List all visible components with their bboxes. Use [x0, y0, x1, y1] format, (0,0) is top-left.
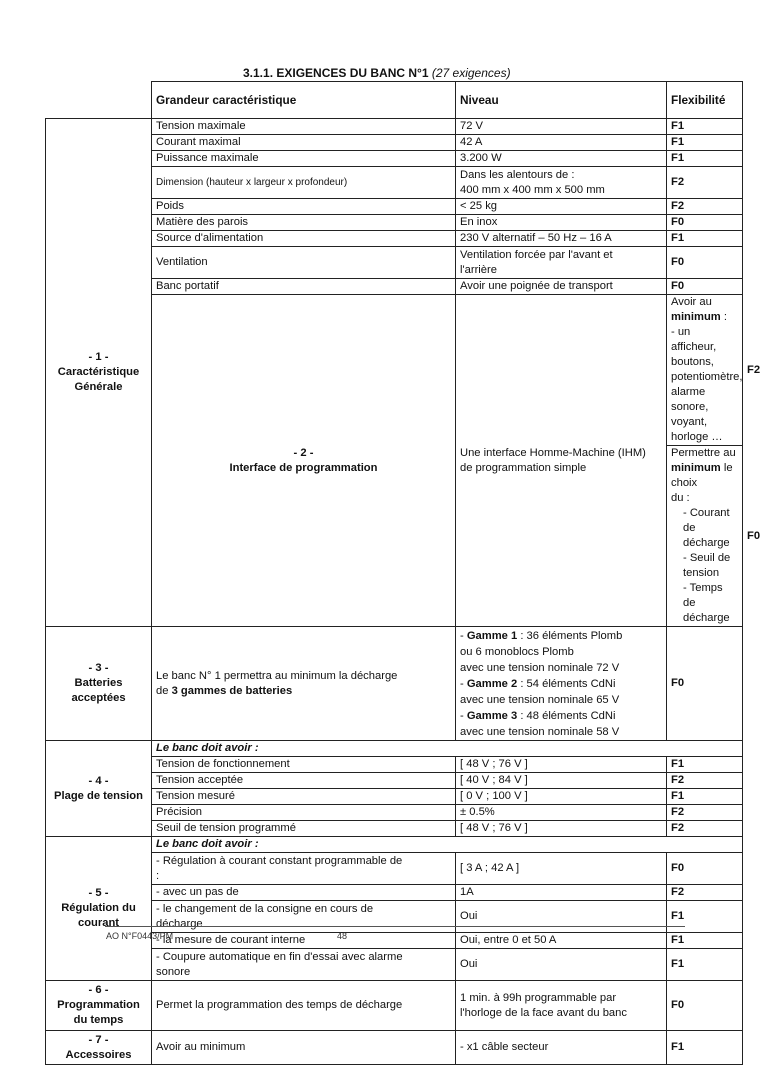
grandeur-cell: Poids: [152, 199, 456, 215]
table-row: [46, 1031, 743, 1065]
category-7-num: - 7 -: [88, 1033, 109, 1046]
niveau-cell: [667, 446, 743, 627]
grandeur-line: :: [156, 869, 160, 882]
flex-cell: F1: [667, 119, 743, 135]
niveau-line: Dans les alentours de :: [460, 168, 575, 181]
grandeur-cell: Dimension (hauteur x largeur x profondeur): [152, 167, 456, 199]
grandeur-cell: Matière des parois: [152, 215, 456, 231]
footer-divider: [105, 926, 685, 927]
table-row: [46, 627, 743, 741]
niveau-cell: 42 A: [456, 135, 667, 151]
flex-cell: F2: [667, 167, 743, 199]
grandeur-cell: Tension acceptée: [152, 773, 456, 789]
category-3: [46, 627, 152, 741]
grandeur-cell: Tension maximale: [152, 119, 456, 135]
niveau-cell: Oui, entre 0 et 50 A: [456, 933, 667, 949]
niveau-cell: [ 0 V ; 100 V ]: [456, 789, 667, 805]
text: :: [720, 311, 727, 323]
flex-cell: F1: [667, 933, 743, 949]
text: Permettre au: [671, 447, 736, 459]
text-bold: Gamme 1: [466, 629, 518, 642]
text: -: [460, 629, 467, 642]
category-4: [46, 741, 152, 837]
table-row: [46, 119, 743, 135]
category-6-num: - 6 -: [88, 984, 109, 996]
niveau-cell: [667, 295, 743, 446]
text-bold: 3 gammes de batteries: [171, 684, 293, 697]
flex-cell: F0: [667, 627, 743, 741]
flex-cell: F1: [667, 949, 743, 981]
grandeur-line: - Régulation à courant constant programmable de: [156, 854, 403, 867]
niveau-line: avec une tension nominale 72 V: [460, 661, 620, 674]
grandeur-cell: [152, 901, 456, 933]
grandeur-line: [156, 684, 451, 699]
table-row: Permettre au minimum le choix du : - Courant de décharge - Seuil de tension - Temps de décharge F0: [46, 446, 743, 627]
grandeur-line: décharge: [156, 917, 203, 930]
niveau-cell: [456, 981, 667, 1031]
niveau-line: - Seuil de tension: [683, 552, 731, 579]
text: : 48 éléments CdNi: [517, 709, 616, 722]
category-7-label: Accessoires: [65, 1048, 132, 1061]
category-3-label: Batteries acceptées: [71, 677, 126, 704]
niveau-cell: [ 3 A ; 42 A ]: [456, 853, 667, 885]
niveau-line: avec une tension nominale 65 V: [460, 693, 620, 706]
niveau-cell: [456, 247, 667, 279]
niveau-line: [460, 708, 662, 724]
section-title-sub: (27 exigences): [431, 66, 511, 80]
header-blank: [46, 82, 152, 119]
grandeur-cell: [152, 853, 456, 885]
grandeur-cell: Puissance maximale: [152, 151, 456, 167]
section-title: [243, 66, 511, 80]
category-2: [152, 295, 456, 627]
flex-cell: F1: [667, 231, 743, 247]
niveau-line: - un afficheur, boutons,: [671, 326, 717, 368]
flex-cell: F1: [667, 901, 743, 933]
niveau-cell: 230 V alternatif – 50 Hz – 16 A: [456, 231, 667, 247]
table-row: [46, 837, 743, 853]
grandeur-line: - Coupure automatique en fin d'essai avec alarme: [156, 950, 403, 963]
grandeur-cell: - la mesure de courant interne: [152, 933, 456, 949]
flex-cell: F1: [667, 135, 743, 151]
niveau-line: [671, 295, 738, 325]
text-bold: Gamme 2: [466, 677, 518, 690]
table-row: [46, 741, 743, 757]
flex-cell: F1: [667, 1031, 743, 1065]
grandeur-line: de programmation simple: [460, 461, 587, 474]
grandeur-cell: Tension mesuré: [152, 789, 456, 805]
niveau-cell: 72 V: [456, 119, 667, 135]
text-bold: minimum: [671, 462, 721, 474]
flex-cell: F0: [667, 215, 743, 231]
niveau-cell: Oui: [456, 901, 667, 933]
niveau-cell: [456, 167, 667, 199]
text: de: [156, 684, 172, 697]
grandeur-line: sonore: [156, 965, 191, 978]
flex-cell: F1: [667, 757, 743, 773]
niveau-line: potentiomètre, alarme sonore,: [671, 371, 743, 413]
section-title-main: 3.1.1. EXIGENCES DU BANC N°1: [243, 66, 429, 80]
category-6-label: Programmation du temps: [57, 999, 140, 1026]
requirements-table: [45, 81, 761, 1065]
niveau-line: [671, 446, 738, 491]
header-niveau: Niveau: [456, 82, 667, 119]
niveau-line: l'arrière: [460, 263, 497, 276]
flex-cell: F0: [667, 247, 743, 279]
flex-cell: F2: [667, 821, 743, 837]
flex-cell: F2: [667, 885, 743, 901]
header-grandeur: Grandeur caractéristique: [152, 82, 456, 119]
text-bold: minimum: [671, 311, 721, 323]
grandeur-cell: Précision: [152, 805, 456, 821]
niveau-line: [460, 676, 662, 692]
table-row: [46, 981, 743, 1031]
category-6: [46, 981, 152, 1031]
category-5-num: - 5 -: [88, 887, 109, 899]
category-3-num: - 3 -: [88, 662, 109, 674]
flex-cell: F0: [667, 853, 743, 885]
category-2-label: Interface de programmation: [229, 461, 378, 474]
niveau-line: 1 min. à 99h programmable par: [460, 991, 617, 1004]
niveau-cell: ± 0.5%: [456, 805, 667, 821]
header-flexibilite: Flexibilité: [667, 82, 743, 119]
grandeur-cell: Courant maximal: [152, 135, 456, 151]
grandeur-line: Le banc N° 1 permettra au minimum la décharge: [156, 669, 398, 682]
grandeur-cell: Avoir au minimum: [152, 1031, 456, 1065]
niveau-cell: 3.200 W: [456, 151, 667, 167]
niveau-cell: [456, 627, 667, 741]
grandeur-cell: Tension de fonctionnement: [152, 757, 456, 773]
niveau-line: - Temps de décharge: [683, 582, 730, 624]
niveau-cell: [ 48 V ; 76 V ]: [456, 757, 667, 773]
flex-cell: F1: [667, 789, 743, 805]
flex-cell: F2: [667, 199, 743, 215]
category-4-num: - 4 -: [88, 774, 109, 787]
niveau-cell: [ 40 V ; 84 V ]: [456, 773, 667, 789]
niveau-cell: 1A: [456, 885, 667, 901]
table-header-row: [46, 82, 743, 119]
category-1-num: - 1 -: [88, 351, 109, 363]
niveau-line: avec une tension nominale 58 V: [460, 725, 620, 738]
grandeur-cell: Source d'alimentation: [152, 231, 456, 247]
niveau-line: [460, 628, 662, 644]
category-1-label: Caractéristique Générale: [57, 366, 140, 393]
flex-cell: F2: [667, 773, 743, 789]
text-bold: Gamme 3: [466, 709, 518, 722]
flex-cell: F1: [667, 151, 743, 167]
niveau-cell: - x1 câble secteur: [456, 1031, 667, 1065]
niveau-cell: En inox: [456, 215, 667, 231]
niveau-line: 400 mm x 400 mm x 500 mm: [460, 183, 605, 196]
grandeur-cell: Banc portatif: [152, 279, 456, 295]
niveau-cell: Oui: [456, 949, 667, 981]
grandeur-line: - le changement de la consigne en cours de: [156, 902, 374, 915]
footer-page-number: 48: [337, 931, 348, 941]
text: : 54 éléments CdNi: [517, 677, 616, 690]
niveau-cell: [ 48 V ; 76 V ]: [456, 821, 667, 837]
category-2-num: - 2 -: [293, 446, 314, 459]
grandeur-cell: Permet la programmation des temps de décharge: [152, 981, 456, 1031]
text: -: [460, 709, 467, 722]
flex-cell: F0: [667, 981, 743, 1031]
text: : 36 éléments Plomb: [517, 629, 623, 642]
niveau-line: ou 6 monoblocs Plomb: [460, 645, 574, 658]
flex-cell: F0: [667, 279, 743, 295]
niveau-line: Ventilation forcée par l'avant et: [460, 248, 613, 261]
flex-cell: F2: [667, 805, 743, 821]
grandeur-cell: [152, 627, 456, 741]
text: le choix: [671, 462, 733, 489]
section-intro: Le banc doit avoir :: [152, 741, 743, 757]
category-4-label: Plage de tension: [54, 789, 143, 802]
niveau-line: du :: [671, 492, 690, 504]
grandeur-cell: - avec un pas de: [152, 885, 456, 901]
grandeur-cell: [456, 295, 667, 627]
grandeur-line: Une interface Homme-Machine (IHM): [460, 446, 646, 459]
text: -: [460, 677, 467, 690]
niveau-cell: Avoir une poignée de transport: [456, 279, 667, 295]
category-5-label: Régulation du courant: [61, 902, 136, 929]
grandeur-cell: Ventilation: [152, 247, 456, 279]
section-intro: Le banc doit avoir :: [152, 837, 743, 853]
text: Avoir au: [671, 296, 712, 308]
category-1: [46, 119, 152, 627]
category-7: [46, 1031, 152, 1065]
grandeur-cell: Seuil de tension programmé: [152, 821, 456, 837]
niveau-cell: < 25 kg: [456, 199, 667, 215]
niveau-line: - Courant de décharge: [683, 507, 730, 549]
grandeur-cell: [152, 949, 456, 981]
category-5: [46, 837, 152, 981]
niveau-line: l'horloge de la face avant du banc: [460, 1006, 627, 1019]
niveau-line: voyant, horloge …: [671, 416, 723, 443]
table-row: - 2 - Interface de programmation Une interface Homme-Machine (IHM) de programmation simple Avoir au minimum : - un afficheur, boutons, potentiomètre, alarme sonore, voyant, horloge … F2: [46, 295, 743, 446]
footer-reference: AO N°F0443/PM: [106, 931, 174, 941]
